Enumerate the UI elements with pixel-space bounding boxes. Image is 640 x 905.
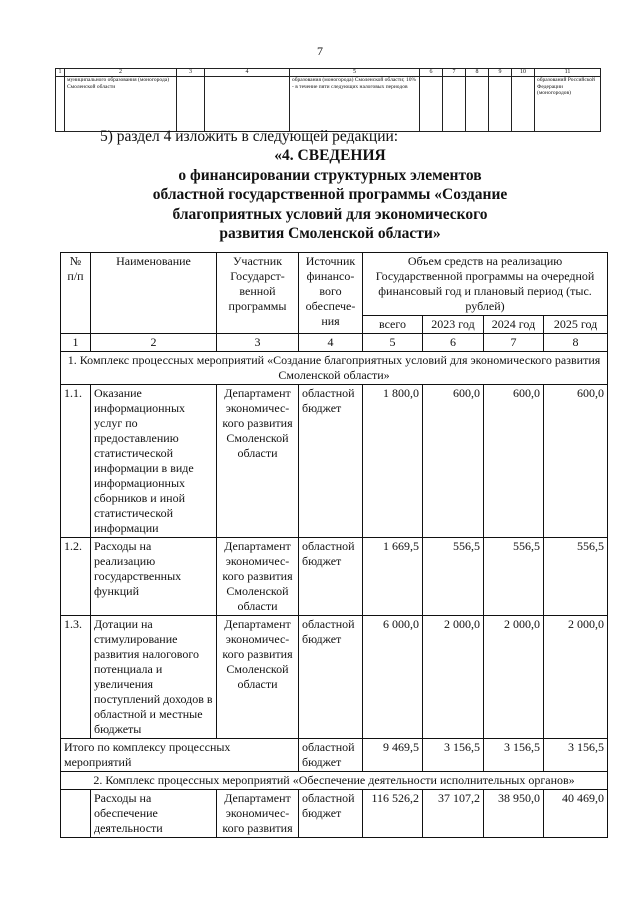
row-participant: Департамент экономичес-кого развития Смоленской области xyxy=(217,385,299,538)
column-number-row xyxy=(56,69,601,77)
header-2024: 2024 год xyxy=(484,316,544,334)
continuation-row xyxy=(56,77,601,132)
row-total: 6 000,0 xyxy=(363,616,423,739)
row-participant: Департамент экономичес-кого развития Смоленской области xyxy=(217,538,299,616)
row-participant: Департамент экономичес-кого развития Смоленской области xyxy=(217,616,299,739)
header-2025: 2025 год xyxy=(544,316,608,334)
row-num: 1.1. xyxy=(61,385,91,538)
row-2023: 556,5 xyxy=(423,538,484,616)
row-num: 1.2. xyxy=(61,538,91,616)
continuation-table xyxy=(55,68,601,132)
subtotal-2024: 3 156,5 xyxy=(484,739,544,772)
table-row xyxy=(61,790,608,838)
col-number: 4 xyxy=(205,69,290,77)
row-participant: Департамент экономичес-кого развития xyxy=(217,790,299,838)
subtotal-source: областной бюджет xyxy=(299,739,363,772)
row-name: Расходы на реализацию государственных функций xyxy=(91,538,217,616)
intro-text: 5) раздел 4 изложить в следующей редакции: xyxy=(100,128,399,145)
col-number: 6 xyxy=(423,334,484,352)
page-number: 7 xyxy=(317,44,323,58)
subtotal-2023: 3 156,5 xyxy=(423,739,484,772)
row-2025: 2 000,0 xyxy=(544,616,608,739)
header-2023: 2023 год xyxy=(423,316,484,334)
table-row xyxy=(61,616,608,739)
col-number: 7 xyxy=(443,69,466,77)
heading-line: «4. СВЕДЕНИЯ xyxy=(274,147,386,164)
subtotal-total: 9 469,5 xyxy=(363,739,423,772)
col-number: 10 xyxy=(512,69,535,77)
header-num: № п/п xyxy=(61,253,91,334)
col-number: 6 xyxy=(420,69,443,77)
row-2025: 600,0 xyxy=(544,385,608,538)
col-number: 9 xyxy=(489,69,512,77)
section-row xyxy=(61,772,608,790)
row-source: областной бюджет xyxy=(299,616,363,739)
col-number: 1 xyxy=(61,334,91,352)
row-name: Дотации на стимулирование развития налогового потенциала и увеличения поступлений доходов в областной и местные бюджеты xyxy=(91,616,217,739)
header-source: Источник финансо-вого обеспече-ния xyxy=(299,253,363,334)
col-number: 1 xyxy=(56,69,65,77)
section-row xyxy=(61,352,608,385)
col-number: 5 xyxy=(363,334,423,352)
row-total: 1 669,5 xyxy=(363,538,423,616)
heading-line: о финансировании структурных элементов xyxy=(178,166,482,184)
row-name: Оказание информационных услуг по предоставлению статистической информации в виде информационных сборников и иной статистической информации xyxy=(91,385,217,538)
row-source: областной бюджет xyxy=(299,385,363,538)
col-number: 3 xyxy=(217,334,299,352)
header-name: Наименование xyxy=(91,253,217,334)
cont-cell-col5: образования (моногорода) Смоленской области; 10% - в течение пяти следующих налоговых периодов xyxy=(290,77,420,132)
col-number: 7 xyxy=(484,334,544,352)
cont-cell-col11: образований Российской Федерации (моногородов) xyxy=(535,77,601,132)
col-number: 5 xyxy=(290,69,420,77)
subtotal-row xyxy=(61,739,608,772)
header-volume: Объем средств на реализацию Государственной программы на очередной финансовый год и плановый период (тыс. рублей) xyxy=(363,253,608,316)
col-number: 8 xyxy=(544,334,608,352)
row-source: областной бюджет xyxy=(299,538,363,616)
row-total: 116 526,2 xyxy=(363,790,423,838)
section2-title: 2. Комплекс процессных мероприятий «Обеспечение деятельности исполнительных органов» xyxy=(61,772,608,790)
col-number: 8 xyxy=(466,69,489,77)
heading-line: развития Смоленской области» xyxy=(219,225,441,242)
col-number: 3 xyxy=(177,69,205,77)
row-total: 1 800,0 xyxy=(363,385,423,538)
row-num xyxy=(61,790,91,838)
row-2025: 556,5 xyxy=(544,538,608,616)
heading-line: областной государственной программы «Создание xyxy=(152,186,508,203)
cont-cell-col2: муниципального образования (моногорода) Смоленской области xyxy=(65,77,177,132)
row-2025: 40 469,0 xyxy=(544,790,608,838)
table-row xyxy=(61,538,608,616)
subtotal-2025: 3 156,5 xyxy=(544,739,608,772)
column-number-row xyxy=(61,334,608,352)
col-number: 2 xyxy=(65,69,177,77)
col-number: 2 xyxy=(91,334,217,352)
header-row xyxy=(61,253,608,316)
row-num: 1.3. xyxy=(61,616,91,739)
section1-title: 1. Комплекс процессных мероприятий «Создание благоприятных условий для экономического развития Смоленской области» xyxy=(61,352,608,385)
row-2023: 37 107,2 xyxy=(423,790,484,838)
row-2024: 2 000,0 xyxy=(484,616,544,739)
row-2024: 556,5 xyxy=(484,538,544,616)
header-total: всего xyxy=(363,316,423,334)
col-number: 4 xyxy=(299,334,363,352)
col-number: 11 xyxy=(535,69,601,77)
section-heading xyxy=(60,146,600,244)
row-2023: 2 000,0 xyxy=(423,616,484,739)
header-participant: Участник Государст-венной программы xyxy=(217,253,299,334)
row-2024: 38 950,0 xyxy=(484,790,544,838)
row-source: областной бюджет xyxy=(299,790,363,838)
row-2024: 600,0 xyxy=(484,385,544,538)
heading-line: благоприятных условий для экономического xyxy=(172,205,488,223)
row-name: Расходы на обеспечение деятельности xyxy=(91,790,217,838)
table-row xyxy=(61,385,608,538)
financing-table xyxy=(60,252,608,838)
subtotal-label: Итого по комплексу процессных мероприятий xyxy=(61,739,299,772)
row-2023: 600,0 xyxy=(423,385,484,538)
